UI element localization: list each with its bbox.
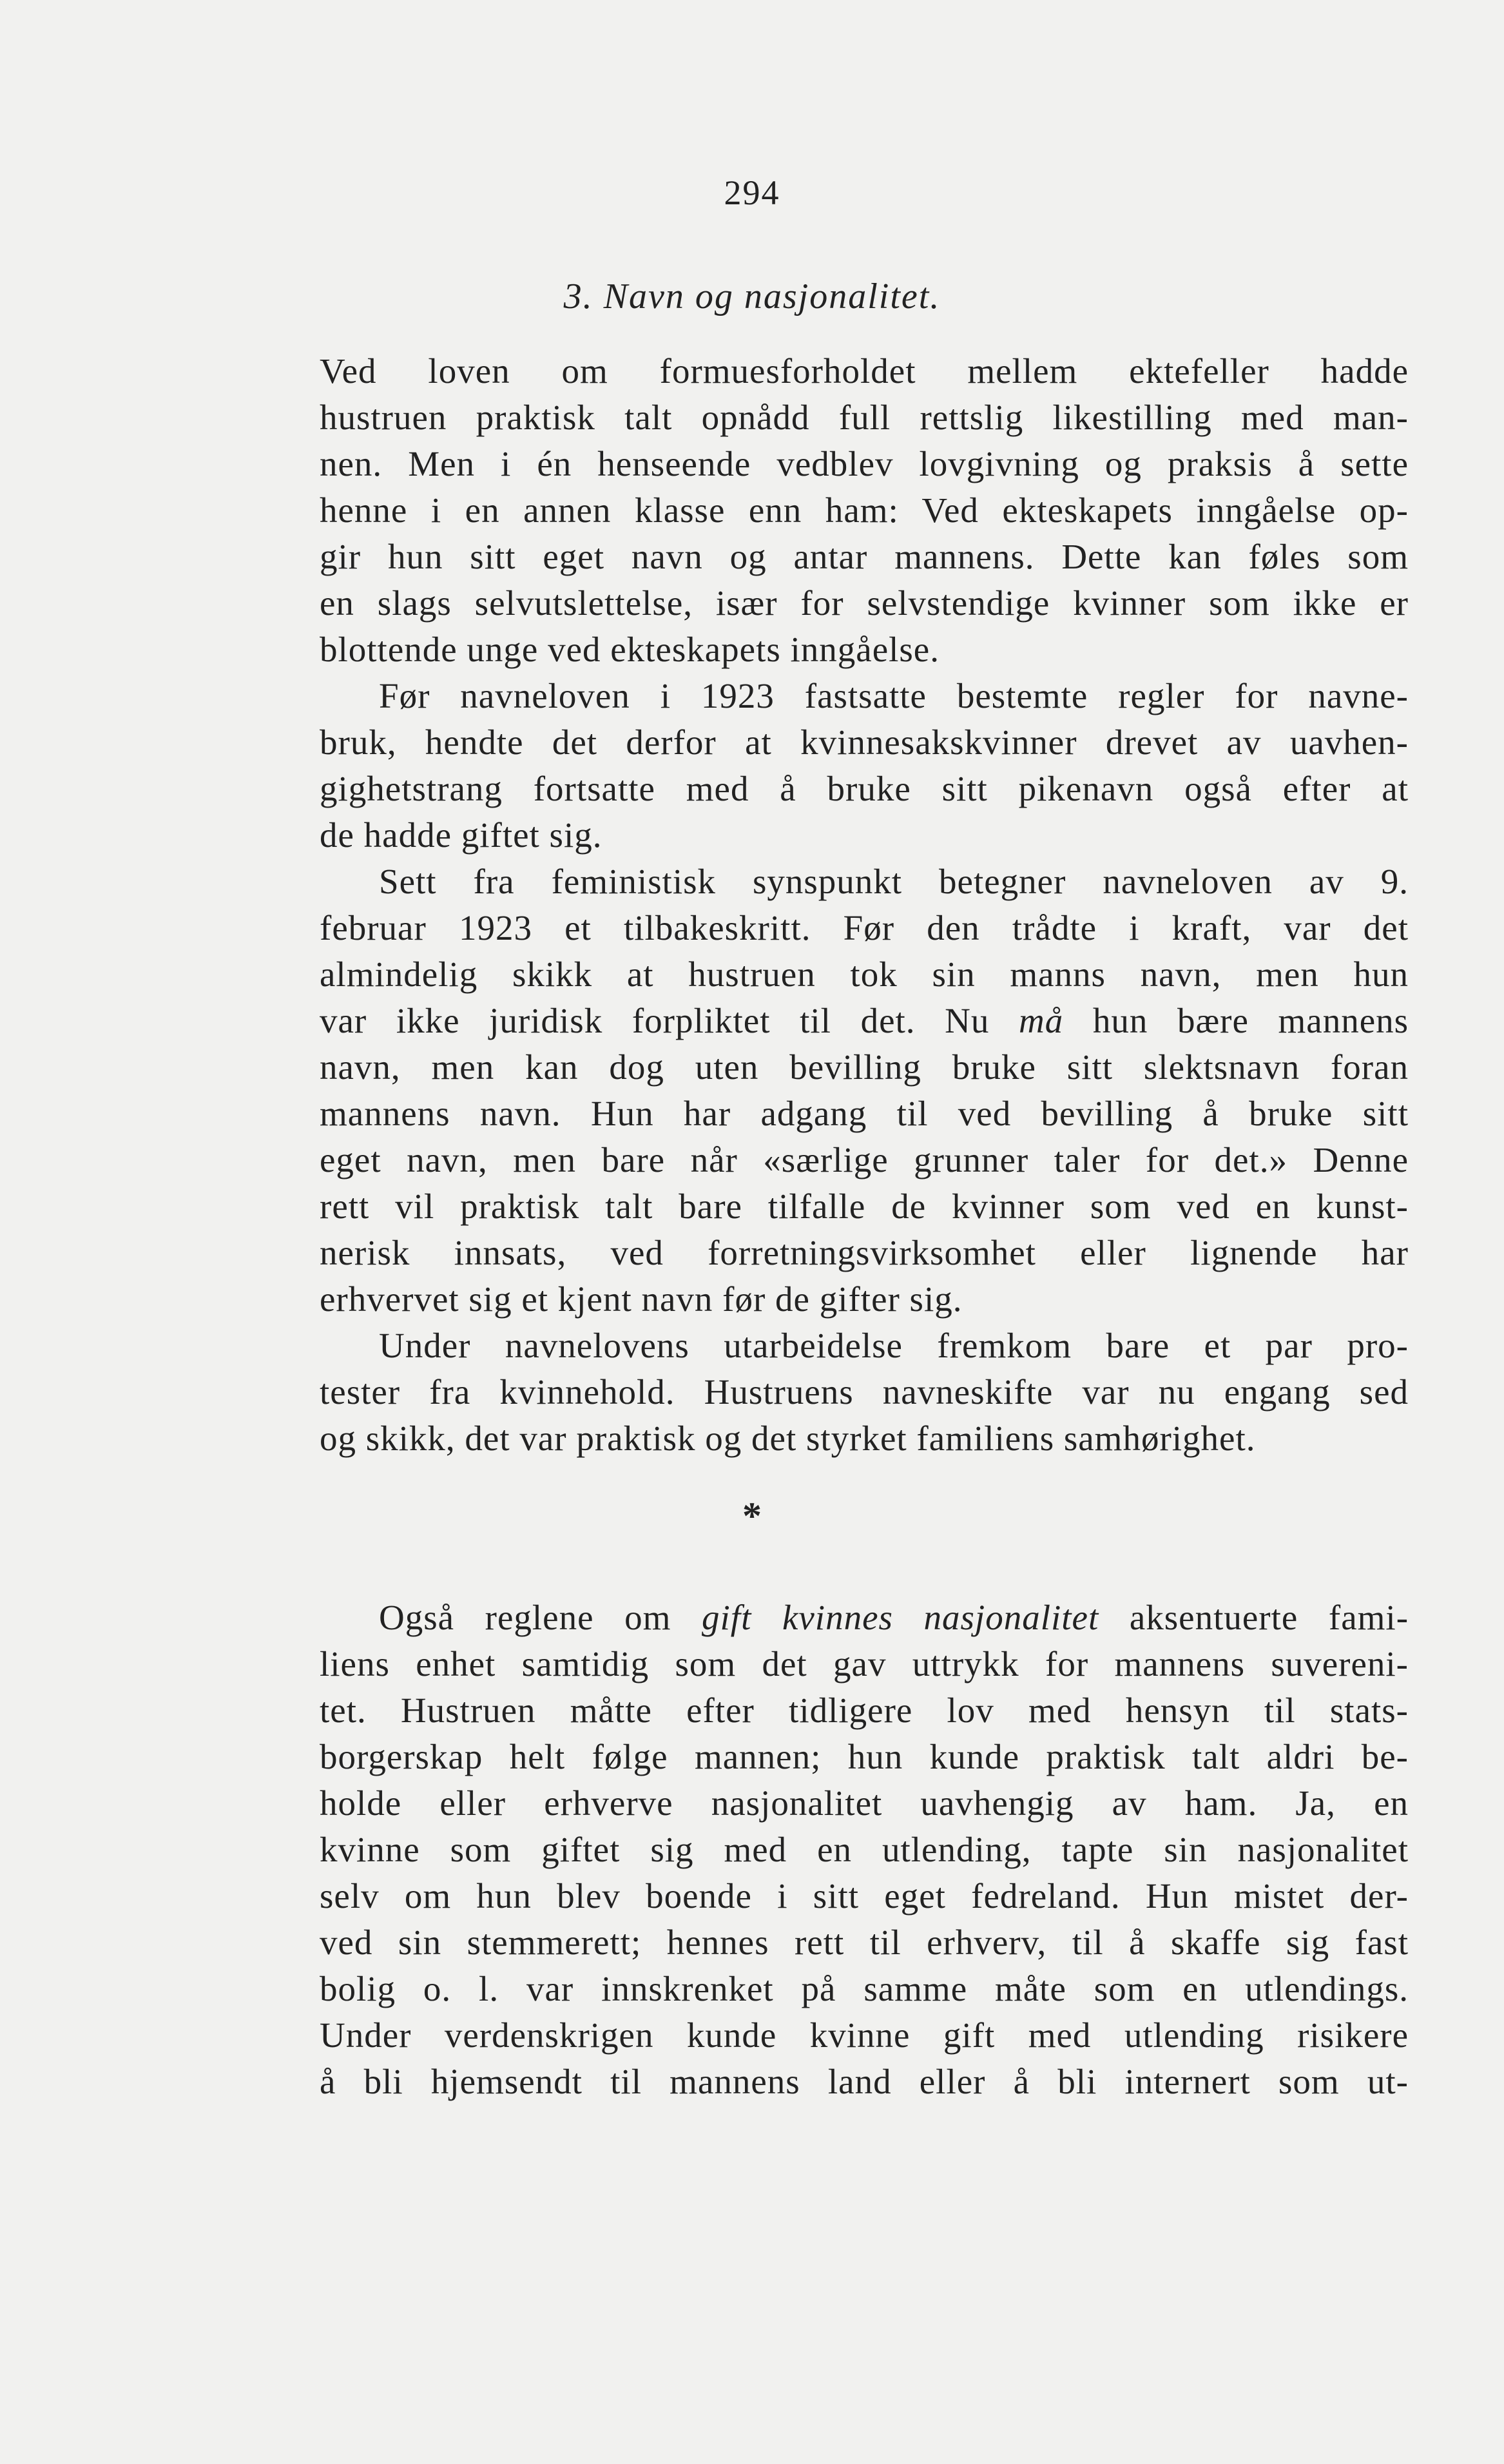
section-nasjonalitet-body xyxy=(320,1595,1409,2105)
section-separator-asterisk: * xyxy=(742,1495,762,1537)
text-line: eget navn, men bare når «særlige grunner taler for det.» Denne xyxy=(320,1140,1409,1179)
text-line: liens enhet samtidig som det gav uttrykk for mannens suvereni- xyxy=(320,1644,1409,1683)
emphasis-gift-kvinnes-nasjonalitet: gift kvinnes nasjonalitet xyxy=(702,1598,1099,1637)
text-line: en slags selvutslettelse, især for selvstendige kvinner som ikke er xyxy=(320,583,1409,623)
emphasis-ma: må xyxy=(1019,1001,1064,1040)
text-line: nen. Men i én henseende vedblev lovgivning og praksis å sette xyxy=(320,444,1409,483)
text-line: tet. Hustruen måtte efter tidligere lov med hensyn til stats- xyxy=(320,1691,1409,1730)
text-segment: Nu xyxy=(945,1001,990,1040)
text-line: almindelig skikk at hustruen tok sin manns navn, men hun xyxy=(320,955,1409,994)
text-line: bruk, hendte det derfor at kvinnesakskvinner drevet av uavhen- xyxy=(320,723,1409,762)
text-segment: Også reglene om xyxy=(379,1598,671,1637)
text-line: Før navneloven i 1923 fastsatte bestemte regler for navne- xyxy=(379,676,1409,715)
text-line: borgerskap helt følge mannen; hun kunde praktisk talt aldri be- xyxy=(320,1737,1409,1776)
text-segment: var ikke juridisk forpliktet til det. xyxy=(320,1001,916,1040)
text-line: mannens navn. Hun har adgang til ved bevilling å bruke sitt xyxy=(320,1094,1409,1133)
text-line: tester fra kvinnehold. Hustruens navneskifte var nu engang sed xyxy=(320,1372,1409,1411)
text-line: kvinne som giftet sig med en utlending, tapte sin nasjonalitet xyxy=(320,1830,1409,1869)
text-line: blottende unge ved ekteskapets inngåelse. xyxy=(320,630,940,669)
text-line: bolig o. l. var innskrenket på samme måte som en utlendings. xyxy=(320,1969,1409,2008)
section-navn-body xyxy=(320,348,1409,1462)
text-segment: hun bære mannens xyxy=(1092,1001,1409,1040)
text-line: februar 1923 et tilbakeskritt. Før den trådte i kraft, var det xyxy=(320,908,1409,947)
text-line: Under navnelovens utarbeidelse fremkom bare et par pro- xyxy=(379,1326,1409,1365)
text-line: navn, men kan dog uten bevilling bruke sitt slektsnavn foran xyxy=(320,1047,1409,1087)
text-line: nerisk innsats, ved forretningsvirksomhet eller lignende har xyxy=(320,1233,1409,1272)
text-line-with-emphasis xyxy=(320,1595,1409,1641)
text-line: holde eller erhverve nasjonalitet uavhengig av ham. Ja, en xyxy=(320,1783,1409,1823)
text-segment: aksentuerte fami- xyxy=(1129,1598,1409,1637)
text-line: henne i en annen klasse enn ham: Ved ekteskapets inngåelse op- xyxy=(320,490,1409,530)
text-line: erhvervet sig et kjent navn før de gifter sig. xyxy=(320,1279,963,1319)
text-line: hustruen praktisk talt opnådd full rettslig likestilling med man- xyxy=(320,398,1409,437)
text-line: de hadde giftet sig. xyxy=(320,815,603,855)
text-line: ved sin stemmerett; hennes rett til erhverv, til å skaffe sig fast xyxy=(320,1923,1409,1962)
text-line: gir hun sitt eget navn og antar mannens. Dette kan føles som xyxy=(320,537,1409,576)
text-line: Ved loven om formuesforholdet mellem ektefeller hadde xyxy=(320,351,1409,391)
text-line: selv om hun blev boende i sitt eget fedreland. Hun mistet der- xyxy=(320,1876,1409,1916)
text-line: og skikk, det var praktisk og det styrket familiens samhørighet. xyxy=(320,1419,1256,1458)
text-line: gighetstrang fortsatte med å bruke sitt pikenavn også efter at xyxy=(320,769,1409,808)
text-line-with-emphasis xyxy=(320,998,1409,1044)
section-heading: 3. Navn og nasjonalitet. xyxy=(563,276,941,316)
page-number: 294 xyxy=(724,173,780,212)
text-line: Under verdenskrigen kunde kvinne gift med utlending risikere xyxy=(320,2015,1409,2055)
text-line: å bli hjemsendt til mannens land eller å bli internert som ut- xyxy=(320,2062,1409,2101)
text-line: Sett fra feministisk synspunkt betegner navneloven av 9. xyxy=(379,862,1409,901)
text-line: rett vil praktisk talt bare tilfalle de kvinner som ved en kunst- xyxy=(320,1187,1409,1226)
